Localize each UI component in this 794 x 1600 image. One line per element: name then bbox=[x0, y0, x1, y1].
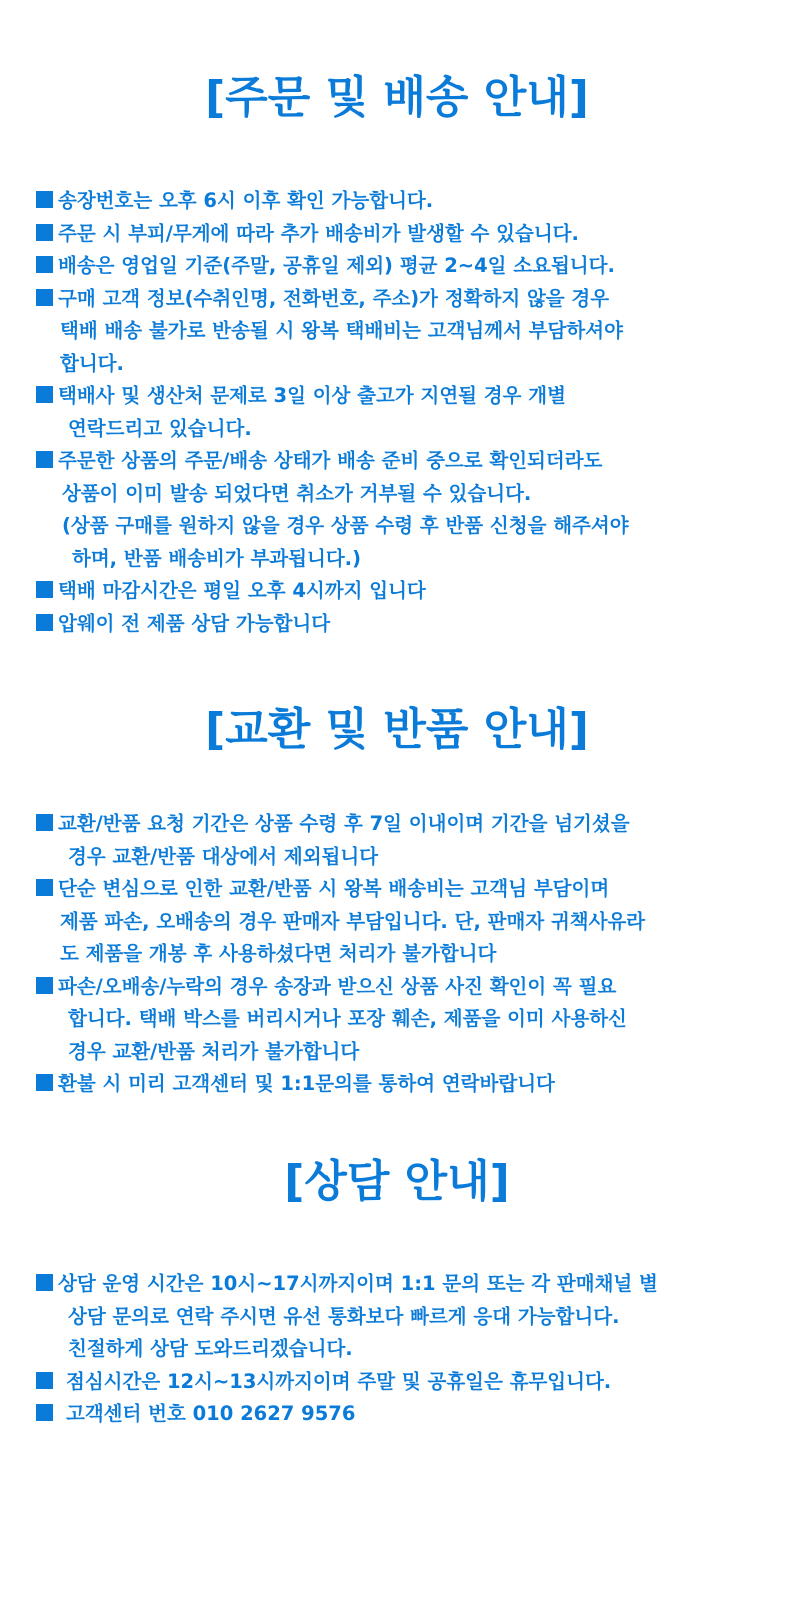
square-bullet-icon bbox=[36, 287, 58, 307]
notice-text: 구매 고객 정보(수취인명, 전화번호, 주소)가 정확하지 않을 경우 bbox=[58, 286, 610, 310]
list-item bbox=[36, 608, 766, 641]
notice-text: 상품이 이미 발송 되었다면 취소가 거부될 수 있습니다. bbox=[62, 481, 532, 505]
customer-center-phone: 고객센터 번호 010 2627 9576 bbox=[66, 1402, 356, 1425]
square-bullet-icon bbox=[36, 1370, 66, 1390]
square-bullet-icon bbox=[36, 1272, 58, 1292]
list-item bbox=[36, 218, 766, 251]
notice-text: 압웨이 전 제품 상담 가능합니다 bbox=[58, 611, 331, 635]
notice-text: 경우 교환/반품 처리가 불가합니다 bbox=[68, 1039, 360, 1063]
square-bullet-icon bbox=[36, 1402, 66, 1422]
square-bullet-icon bbox=[36, 975, 58, 995]
list-item bbox=[36, 1366, 766, 1399]
square-bullet-icon bbox=[36, 579, 58, 599]
notice-text: 하며, 반품 배송비가 부과됩니다.) bbox=[72, 546, 361, 570]
notice-text: 택배 마감시간은 평일 오후 4시까지 입니다 bbox=[58, 579, 426, 602]
list-item bbox=[36, 1268, 766, 1366]
notice-text: 경우 교환/반품 대상에서 제외됩니다 bbox=[68, 844, 379, 868]
notice-text: 상담 운영 시간은 10시~17시까지이며 1:1 문의 또는 각 판매채널 별 bbox=[58, 1272, 658, 1295]
notice-text: 환불 시 미리 고객센터 및 1:1문의를 통하여 연락바랍니다 bbox=[58, 1072, 555, 1095]
square-bullet-icon bbox=[36, 812, 58, 832]
notice-text: 파손/오배송/누락의 경우 송장과 받으신 상품 사진 확인이 꼭 필요 bbox=[58, 974, 617, 998]
notice-text: 합니다. bbox=[60, 351, 124, 375]
list-item bbox=[36, 1068, 766, 1101]
notice-text: 주문 시 부피/무게에 따라 추가 배송비가 발생할 수 있습니다. bbox=[58, 221, 579, 245]
section-title-order-shipping: [주문 및 배송 안내] bbox=[205, 72, 589, 123]
list-item bbox=[36, 575, 766, 608]
notice-text: 주문한 상품의 주문/배송 상태가 배송 준비 중으로 확인되더라도 bbox=[58, 449, 603, 472]
square-bullet-icon bbox=[36, 612, 58, 632]
list-item bbox=[36, 971, 766, 1069]
square-bullet-icon bbox=[36, 449, 58, 469]
notice-text: 교환/반품 요청 기간은 상품 수령 후 7일 이내이며 기간을 넘기셨을 bbox=[58, 812, 630, 835]
exchange-return-notice-list bbox=[36, 808, 766, 1101]
notice-text: 송장번호는 오후 6시 이후 확인 가능합니다. bbox=[58, 189, 434, 212]
notice-text: 합니다. 택배 박스를 버리시거나 포장 훼손, 제품을 이미 사용하신 bbox=[68, 1007, 627, 1030]
list-item bbox=[36, 283, 766, 381]
notice-text: 연락드리고 있습니다. bbox=[68, 416, 252, 440]
notice-text: 제품 파손, 오배송의 경우 판매자 부담입니다. 단, 판매자 귀책사유라 bbox=[60, 909, 646, 933]
notice-text: 상담 문의로 연락 주시면 유선 통화보다 빠르게 응대 가능합니다. bbox=[68, 1304, 620, 1328]
square-bullet-icon bbox=[36, 254, 58, 274]
list-item bbox=[36, 250, 766, 283]
consultation-notice-list bbox=[36, 1268, 766, 1431]
list-item bbox=[36, 445, 766, 575]
list-item bbox=[36, 808, 766, 873]
square-bullet-icon bbox=[36, 1072, 58, 1092]
square-bullet-icon bbox=[36, 877, 58, 897]
notice-text: 배송은 영업일 기준(주말, 공휴일 제외) 평균 2~4일 소요됩니다. bbox=[58, 254, 615, 277]
list-item bbox=[36, 185, 766, 218]
square-bullet-icon bbox=[36, 384, 58, 404]
square-bullet-icon bbox=[36, 222, 58, 242]
notice-text: 택배 배송 불가로 반송될 시 왕복 택배비는 고객님께서 부담하셔야 bbox=[60, 319, 623, 342]
notice-text: 단순 변심으로 인한 교환/반품 시 왕복 배송비는 고객님 부담이며 bbox=[58, 877, 610, 900]
notice-text: (상품 구매를 원하지 않을 경우 상품 수령 후 반품 신청을 해주셔야 bbox=[62, 514, 629, 537]
section-title-exchange-return: [교환 및 반품 안내] bbox=[205, 704, 589, 755]
list-item bbox=[36, 1398, 766, 1431]
notice-text: 점심시간은 12시~13시까지이며 주말 및 공휴일은 휴무입니다. bbox=[66, 1369, 612, 1393]
notice-text: 도 제품을 개봉 후 사용하셨다면 처리가 불가합니다 bbox=[60, 942, 497, 965]
notice-text: 택배사 및 생산처 문제로 3일 이상 출고가 지연될 경우 개별 bbox=[58, 384, 566, 407]
list-item bbox=[36, 873, 766, 971]
order-shipping-notice-list bbox=[36, 185, 766, 640]
notice-text: 친절하게 상담 도와드리겠습니다. bbox=[68, 1337, 353, 1360]
list-item bbox=[36, 380, 766, 445]
section-title-consultation: [상담 안내] bbox=[284, 1156, 510, 1207]
square-bullet-icon bbox=[36, 189, 58, 209]
